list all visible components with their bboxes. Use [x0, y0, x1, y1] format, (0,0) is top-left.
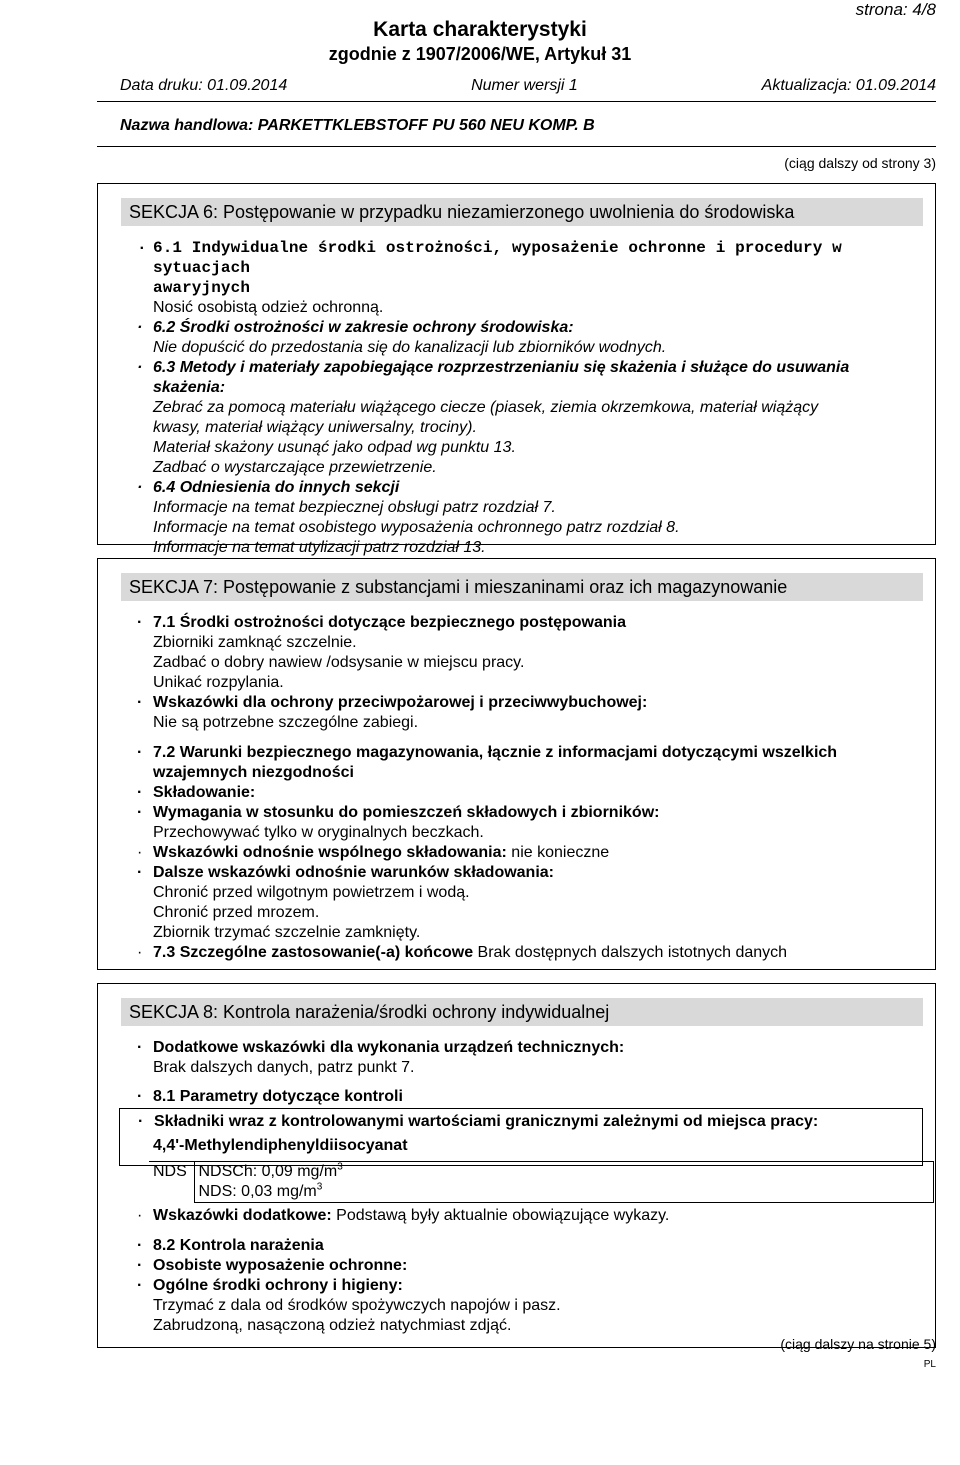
s61-title: · 6.1 Indywidualne środki ostrożności, wyposażenie ochronne i procedury w sytuacjach: [153, 238, 923, 278]
ndsch-unit-sup: 3: [337, 1161, 343, 1173]
s71-text-3: Unikać rozpylania.: [153, 674, 284, 691]
update-date: Aktualizacja: 01.09.2014: [761, 77, 936, 94]
s63-text-2: kwasy, materiał wiążący uniwersalny, trociny).: [153, 419, 477, 436]
s63-title: · 6.3 Metody i materiały zapobiegające rozprzestrzenianiu się skażenia i służące do usuwania: [153, 358, 923, 378]
further-text-2: Chronić przed mrozem.: [153, 904, 320, 921]
nds-value: NDS: 0,03 mg/m: [198, 1183, 317, 1200]
s73-line: [153, 943, 923, 963]
hygiene-text-2: Zabrudzoną, nasączoną odzież natychmiast zdjąć.: [153, 1317, 512, 1334]
version-number: Numer wersji 1: [471, 77, 578, 94]
s72-title: · 7.2 Warunki bezpiecznego magazynowania, łącznie z informacjami dotyczącymi wszelkich: [153, 743, 923, 763]
additional-line: [153, 1206, 923, 1226]
s81-title: · 8.1 Parametry dotyczące kontroli: [153, 1087, 923, 1107]
nds-table: [149, 1161, 934, 1203]
s71-title: · 7.1 Środki ostrożności dotyczące bezpiecznego postępowania: [153, 613, 923, 633]
section-6-content: [153, 238, 923, 558]
print-date: Data druku: 01.09.2014: [120, 77, 288, 94]
s72-title-cont: wzajemnych niezgodności: [153, 764, 354, 781]
s64-text-2: Informacje na temat osobistego wyposażenia ochronnego patrz rozdział 8.: [153, 519, 680, 536]
further-text-3: Zbiornik trzymać szczelnie zamknięty.: [153, 924, 421, 941]
continued-from-note: (ciąg dalszy od strony 3): [784, 155, 936, 171]
document-subtitle: zgodnie z 1907/2006/WE, Artykuł 31: [328, 44, 632, 64]
additional-text: Podstawą były aktualnie obowiązujące wykazy.: [336, 1207, 670, 1224]
document-title: Karta charakterystyki: [373, 18, 587, 41]
s61-title-cont: awaryjnych: [153, 279, 251, 297]
s64-text-1: Informacje na temat bezpiecznej obsługi patrz rozdział 7.: [153, 499, 556, 516]
s62-title: · 6.2 Środki ostrożności w zakresie ochrony środowiska:: [153, 318, 923, 338]
nds-unit-sup: 3: [316, 1181, 323, 1193]
section-8-title: SEKCJA 8: Kontrola narażenia/środki ochrony indywidualnej: [121, 998, 923, 1026]
s82-title: · 8.2 Kontrola narażenia: [153, 1236, 923, 1256]
s63-text-3: Materiał skażony usunąć jako odpad wg punktu 13.: [153, 439, 516, 456]
section-6-box: [97, 183, 936, 556]
rooms-text: Przechowywać tylko w oryginalnych beczkach.: [153, 824, 484, 841]
nds-label-cell: [149, 1162, 194, 1203]
section-7-content: [153, 613, 923, 963]
substance-block: [153, 1136, 923, 1156]
s71-text-2: Zadbać o dobry nawiew /odsysanie w miejscu pracy.: [153, 654, 525, 671]
s64-title: · 6.4 Odniesienia do innych sekcji: [153, 478, 923, 498]
page-number: strona: 4/8: [855, 0, 936, 19]
joint-text: nie konieczne: [511, 844, 610, 861]
continued-to-note: (ciąg dalszy na stronie 5): [780, 1336, 936, 1352]
additional-title: Wskazówki dodatkowe:: [153, 1207, 332, 1224]
substance-name: 4,4'-Methylendiphenyldiisocyanat: [153, 1137, 408, 1154]
ppe-title: · Osobiste wyposażenie ochronne:: [153, 1256, 923, 1276]
s73-title: 7.3 Szczególne zastosowanie(-a) końcowe: [153, 944, 474, 961]
rooms-title: · Wymagania w stosunku do pomieszczeń składowych i zbiorników:: [153, 803, 923, 823]
header-divider: [97, 101, 936, 102]
fire-title: · Wskazówki dla ochrony przeciwpożarowej i przeciwwybuchowej:: [153, 693, 923, 713]
header-meta: [120, 76, 936, 96]
fire-text: Nie są potrzebne szczególne zabiegi.: [153, 714, 419, 731]
further-text-1: Chronić przed wilgotnym powietrzem i wodą.: [153, 884, 470, 901]
s71-text-1: Zbiorniki zamknąć szczelnie.: [153, 634, 357, 651]
s62-text: Nie dopuścić do przedostania się do kanalizacji lub zbiorników wodnych.: [153, 339, 667, 356]
components-title: · Składniki wraz z kontrolowanymi wartościami granicznymi zależnymi od miejsca pracy:: [154, 1112, 818, 1132]
hygiene-title: · Ogólne środki ochrony i higieny:: [153, 1276, 923, 1296]
extra-text: Brak dalszych danych, patrz punkt 7.: [153, 1059, 415, 1076]
s61-text: Nosić osobistą odzież ochronną.: [153, 299, 384, 316]
joint-title: Wskazówki odnośnie wspólnego składowania:: [153, 844, 507, 861]
section-6-title: SEKCJA 6: Postępowanie w przypadku niezamierzonego uwolnienia do środowiska: [121, 198, 923, 226]
s64-text-3: Informacje na temat utylizacji patrz rozdział 13.: [153, 539, 486, 556]
s63-title-cont: skażenia:: [153, 379, 226, 396]
section-8-content-2: [153, 1206, 923, 1336]
section-7-box: [97, 558, 936, 970]
joint-storage: [153, 843, 923, 863]
extra-title: · Dodatkowe wskazówki dla wykonania urządzeń technicznych:: [153, 1038, 923, 1058]
ndsch-value: NDSCh: 0,09 mg/m: [198, 1163, 338, 1180]
ndsch-line: [199, 1162, 930, 1182]
nds-label: NDS: [153, 1163, 187, 1180]
nds-line: [199, 1182, 930, 1202]
hygiene-text-1: Trzymać z dala od środków spożywczych napojów i pasz.: [153, 1297, 561, 1314]
s73-text: Brak dostępnych dalszych istotnych danych: [477, 944, 788, 961]
further-title: · Dalsze wskazówki odnośnie warunków składowania:: [153, 863, 923, 883]
section-7-title: SEKCJA 7: Postępowanie z substancjami i mieszaninami oraz ich magazynowanie: [121, 573, 923, 601]
nds-values-cell: [194, 1162, 934, 1203]
section-8-box: [97, 983, 936, 1348]
trade-name-divider: [97, 146, 936, 147]
trade-name: Nazwa handlowa: PARKETTKLEBSTOFF PU 560 NEU KOMP. B: [120, 117, 595, 134]
section-8-content: [153, 1038, 923, 1107]
language-code: PL: [923, 1359, 936, 1370]
s63-text-4: Zadbać o wystarczające przewietrzenie.: [153, 459, 437, 476]
s63-text-1: Zebrać za pomocą materiału wiążącego ciecze (piasek, ziemia okrzemkowa, materiał wiążący: [153, 399, 819, 416]
storage-title: · Składowanie:: [153, 783, 923, 803]
